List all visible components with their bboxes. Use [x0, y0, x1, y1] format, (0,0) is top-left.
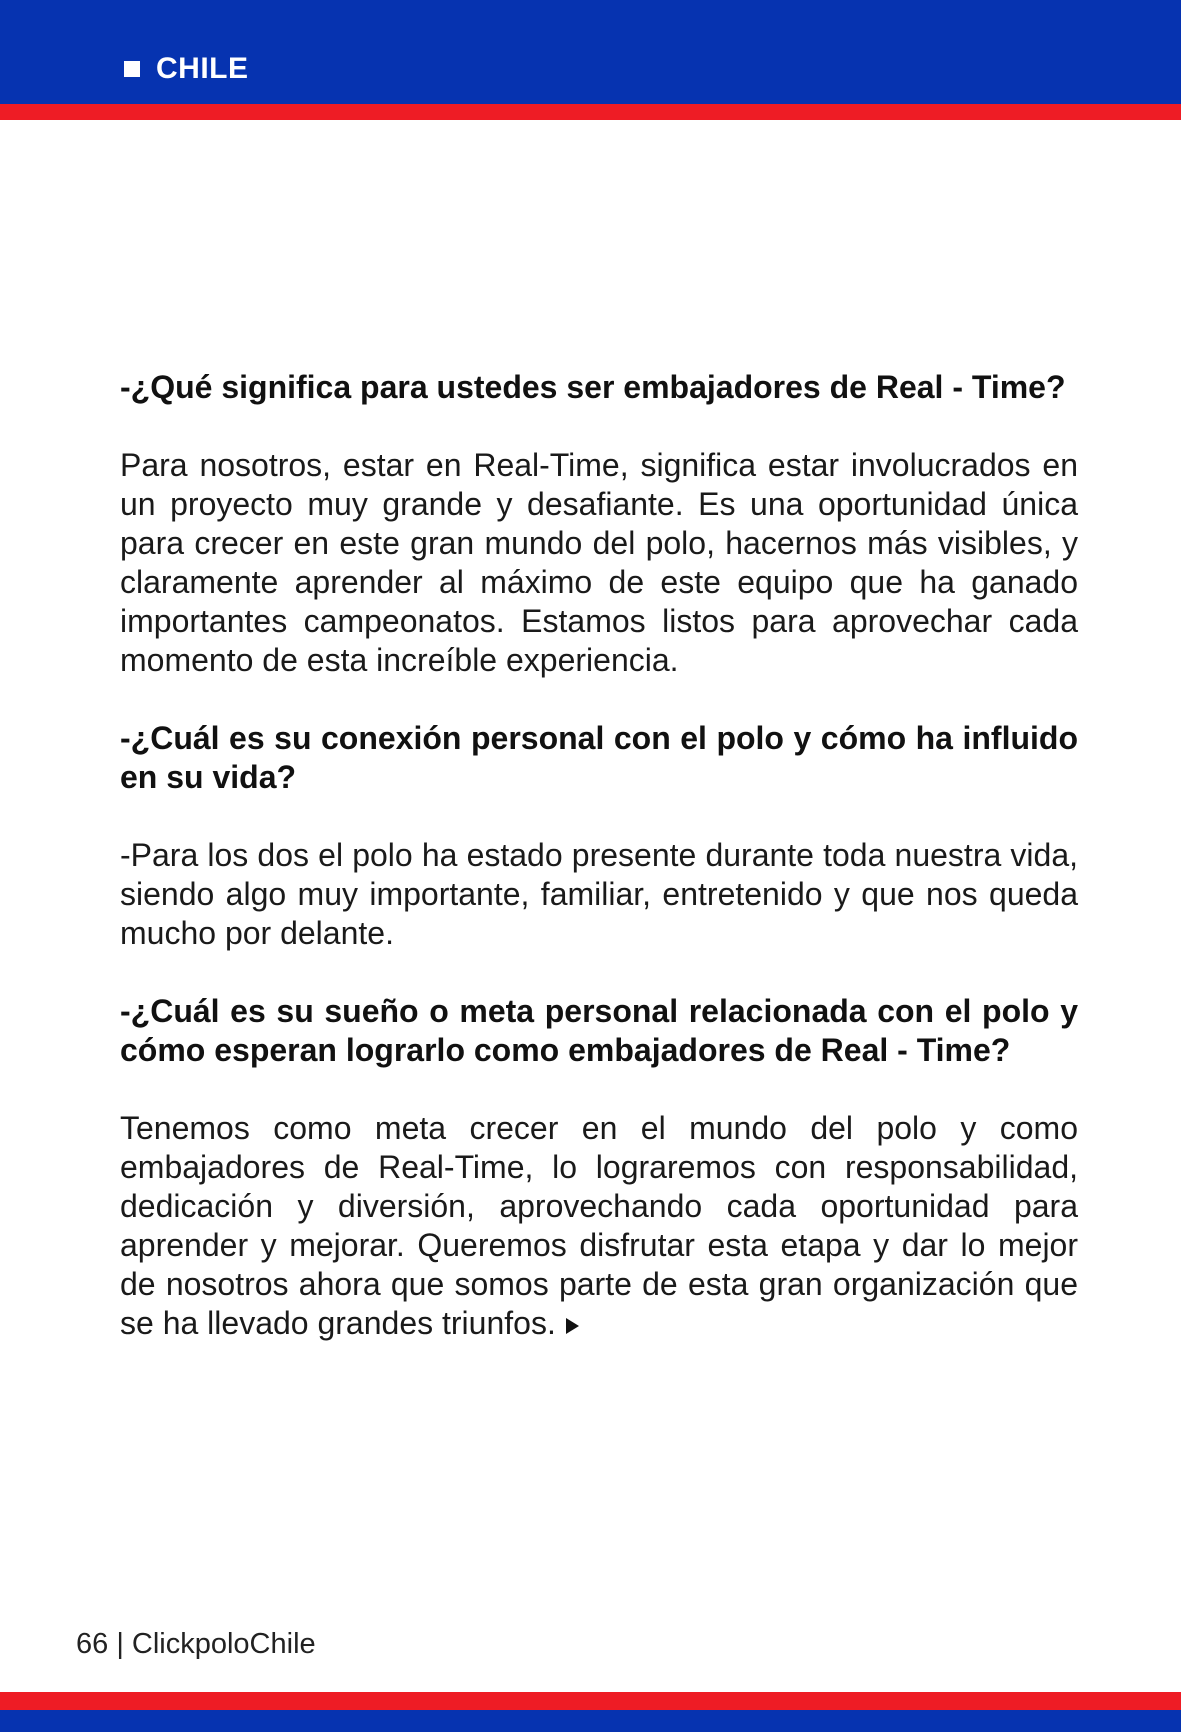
question-3: -¿Cuál es su sueño o meta personal relacionada con el polo y cómo esperan lograrlo como embajadores de Real - Time? — [120, 993, 1078, 1068]
question-1: -¿Qué significa para ustedes ser embajadores de Real - Time? — [120, 369, 1066, 405]
answer-2: -Para los dos el polo ha estado presente durante toda nuestra vida, siendo algo muy importante, familiar, entretenido y que nos queda mucho por delante. — [120, 837, 1078, 951]
question-2: -¿Cuál es su conexión personal con el polo y cómo ha influido en su vida? — [120, 720, 1078, 795]
footer-blue-band — [0, 1710, 1181, 1732]
triangle-right-icon — [566, 1318, 579, 1334]
square-icon — [124, 61, 140, 77]
section-tag — [124, 52, 249, 86]
article-body — [120, 368, 1078, 1382]
answer-3 — [120, 1109, 1078, 1343]
header-red-stripe — [0, 104, 1181, 120]
footer-red-stripe — [0, 1692, 1181, 1710]
answer-1: Para nosotros, estar en Real-Time, significa estar involucrados en un proyecto muy grande y desafiante. Es una oportunidad única para crecer en este gran mundo del polo, hacernos más visibles, y claramente aprender al máximo de este equipo que ha ganado importantes campeonatos. Estamos listos para aprovechar cada momento de esta increíble experiencia. — [120, 447, 1078, 678]
answer-3-text: Tenemos como meta crecer en el mundo del polo y como embajadores de Real-Time, lo lograremos con responsabilidad, dedicación y diversión, aprovechando cada oportunidad para aprender y mejorar. Queremos disfrutar esta etapa y dar lo mejor de nosotros ahora que somos parte de esta gran organización que se ha llevado grandes triunfos. — [120, 1110, 1078, 1341]
section-title: CHILE — [156, 52, 249, 85]
page-footer: 66 | ClickpoloChile — [76, 1628, 316, 1660]
